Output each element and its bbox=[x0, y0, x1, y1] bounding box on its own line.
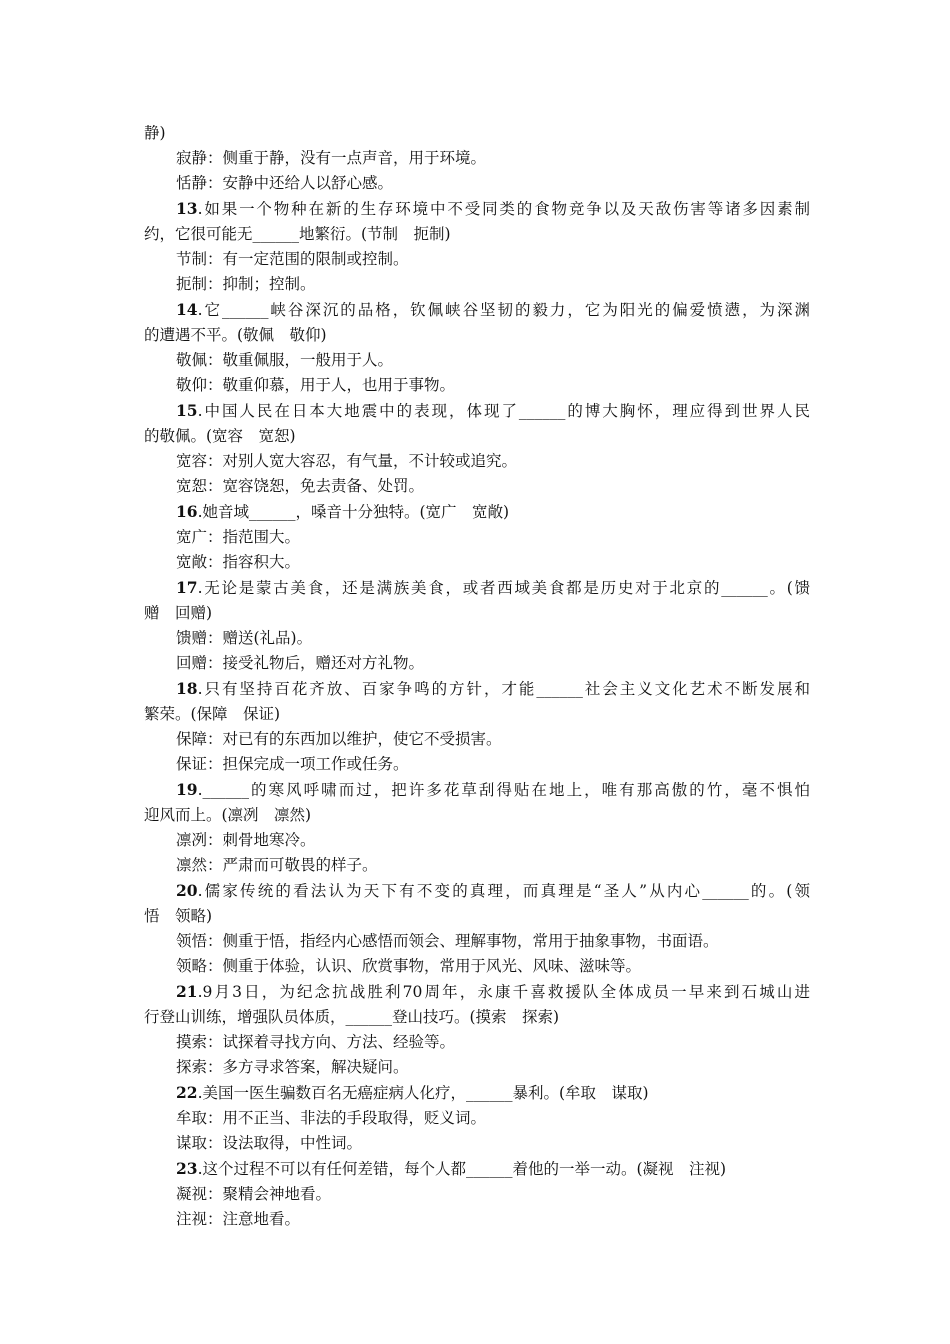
line-text: .它______峡谷深沉的品格，钦佩峡谷坚韧的毅力，它为阳光的偏爱愤懑，为深渊 bbox=[197, 301, 810, 319]
text-line bbox=[144, 146, 810, 171]
line-text: 馈赠：赠送(礼品)。 bbox=[176, 629, 313, 647]
line-text: 寂静：侧重于静，没有一点声音，用于环境。 bbox=[176, 149, 487, 167]
line-text: .无论是蒙古美食，还是满族美食，或者西域美食都是历史对于北京的______。(馈 bbox=[197, 579, 810, 597]
text-line bbox=[144, 222, 810, 247]
question-line bbox=[144, 297, 810, 323]
question-number: 13 bbox=[176, 199, 198, 218]
text-line bbox=[144, 626, 810, 651]
line-text: 保证：担保完成一项工作或任务。 bbox=[176, 755, 409, 773]
document-body bbox=[144, 121, 810, 1232]
question-line bbox=[144, 1080, 810, 1106]
text-line bbox=[144, 601, 810, 626]
question-line bbox=[144, 196, 810, 222]
line-text: 悟 领略) bbox=[144, 907, 213, 925]
line-text: 的敬佩。(宽容 宽恕) bbox=[144, 427, 296, 445]
line-text: .______的寒风呼啸而过，把许多花草刮得贴在地上，唯有那高傲的竹，毫不惧怕 bbox=[197, 781, 810, 799]
question-line bbox=[144, 499, 810, 525]
line-text: .儒家传统的看法认为天下有不变的真理，而真理是“圣人”从内心______的。(领 bbox=[197, 882, 810, 900]
line-text: .9月3日，为纪念抗战胜利70周年，永康千喜救援队全体成员一早来到石城山进 bbox=[197, 983, 810, 1001]
text-line bbox=[144, 1182, 810, 1207]
text-line bbox=[144, 1055, 810, 1080]
question-number: 22 bbox=[176, 1083, 198, 1102]
question-number: 21 bbox=[176, 982, 198, 1001]
text-line bbox=[144, 803, 810, 828]
text-line bbox=[144, 1030, 810, 1055]
question-line bbox=[144, 398, 810, 424]
text-line bbox=[144, 449, 810, 474]
text-line bbox=[144, 121, 810, 146]
line-text: 迎风而上。(凛冽 凛然) bbox=[144, 806, 312, 824]
text-line bbox=[144, 247, 810, 272]
text-line bbox=[144, 424, 810, 449]
question-line bbox=[144, 979, 810, 1005]
line-text: 宽广：指范围大。 bbox=[176, 528, 301, 546]
line-text: .她音域______，嗓音十分独特。(宽广 宽敞) bbox=[197, 503, 510, 521]
line-text: 扼制：抑制；控制。 bbox=[176, 275, 316, 293]
line-text: 摸索：试探着寻找方向、方法、经验等。 bbox=[176, 1033, 456, 1051]
question-number: 15 bbox=[176, 401, 198, 420]
line-text: 探索：多方寻求答案，解决疑问。 bbox=[176, 1058, 409, 1076]
line-text: 的遭遇不平。(敬佩 敬仰) bbox=[144, 326, 327, 344]
text-line bbox=[144, 1207, 810, 1232]
line-text: 敬佩：敬重佩服，一般用于人。 bbox=[176, 351, 394, 369]
question-number: 17 bbox=[176, 578, 198, 597]
text-line bbox=[144, 525, 810, 550]
line-text: 凝视：聚精会神地看。 bbox=[176, 1185, 332, 1203]
line-text: 牟取：用不正当、非法的手段取得，贬义词。 bbox=[176, 1109, 487, 1127]
line-text: 恬静：安静中还给人以舒心感。 bbox=[176, 174, 394, 192]
question-line bbox=[144, 575, 810, 601]
question-number: 20 bbox=[176, 881, 198, 900]
question-number: 23 bbox=[176, 1159, 198, 1178]
text-line bbox=[144, 904, 810, 929]
text-line bbox=[144, 752, 810, 777]
line-text: 节制：有一定范围的限制或控制。 bbox=[176, 250, 409, 268]
text-line bbox=[144, 1005, 810, 1030]
text-line bbox=[144, 727, 810, 752]
question-line bbox=[144, 777, 810, 803]
text-line bbox=[144, 1106, 810, 1131]
line-text: .如果一个物种在新的生存环境中不受同类的食物竞争以及天敌伤害等诸多因素制 bbox=[197, 200, 810, 218]
text-line bbox=[144, 272, 810, 297]
line-text: 领悟：侧重于悟，指经内心感悟而领会、理解事物，常用于抽象事物，书面语。 bbox=[176, 932, 719, 950]
line-text: 繁荣。(保障 保证) bbox=[144, 705, 281, 723]
line-text: .美国一医生骗数百名无癌症病人化疗，______暴利。(牟取 谋取) bbox=[197, 1084, 649, 1102]
text-line bbox=[144, 1131, 810, 1156]
line-text: 宽容：对别人宽大容忍，有气量，不计较或追究。 bbox=[176, 452, 518, 470]
text-line bbox=[144, 929, 810, 954]
text-line bbox=[144, 702, 810, 727]
question-line bbox=[144, 676, 810, 702]
text-line bbox=[144, 828, 810, 853]
question-number: 18 bbox=[176, 679, 198, 698]
question-line bbox=[144, 878, 810, 904]
line-text: 凛然：严肃而可敬畏的样子。 bbox=[176, 856, 378, 874]
text-line bbox=[144, 474, 810, 499]
text-line bbox=[144, 373, 810, 398]
text-line bbox=[144, 171, 810, 196]
line-text: 约，它很可能无______地繁衍。(节制 扼制) bbox=[144, 225, 451, 243]
line-text: 凛冽：刺骨地寒冷。 bbox=[176, 831, 316, 849]
text-line bbox=[144, 348, 810, 373]
text-line bbox=[144, 853, 810, 878]
line-text: 回赠：接受礼物后，赠还对方礼物。 bbox=[176, 654, 425, 672]
question-number: 19 bbox=[176, 780, 198, 799]
line-text: 保障：对已有的东西加以维护，使它不受损害。 bbox=[176, 730, 502, 748]
line-text: 领略：侧重于体验，认识、欣赏事物，常用于风光、风味、滋味等。 bbox=[176, 957, 642, 975]
text-line bbox=[144, 954, 810, 979]
line-text: 宽恕：宽容饶恕，免去责备、处罚。 bbox=[176, 477, 425, 495]
line-text: 赠 回赠) bbox=[144, 604, 213, 622]
line-text: .中国人民在日本大地震中的表现，体现了______的博大胸怀，理应得到世界人民 bbox=[197, 402, 810, 420]
text-line bbox=[144, 651, 810, 676]
line-text: 行登山训练，增强队员体质，______登山技巧。(摸索 探索) bbox=[144, 1008, 560, 1026]
line-text: 敬仰：敬重仰慕，用于人，也用于事物。 bbox=[176, 376, 456, 394]
line-text: .这个过程不可以有任何差错，每个人都______着他的一举一动。(凝视 注视) bbox=[197, 1160, 727, 1178]
line-text: 宽敞：指容积大。 bbox=[176, 553, 301, 571]
question-line bbox=[144, 1156, 810, 1182]
line-text: 静) bbox=[144, 124, 166, 142]
question-number: 16 bbox=[176, 502, 198, 521]
line-text: 谋取：设法取得，中性词。 bbox=[176, 1134, 363, 1152]
line-text: 注视：注意地看。 bbox=[176, 1210, 301, 1228]
question-number: 14 bbox=[176, 300, 198, 319]
text-line bbox=[144, 323, 810, 348]
line-text: .只有坚持百花齐放、百家争鸣的方针，才能______社会主义文化艺术不断发展和 bbox=[197, 680, 810, 698]
text-line bbox=[144, 550, 810, 575]
